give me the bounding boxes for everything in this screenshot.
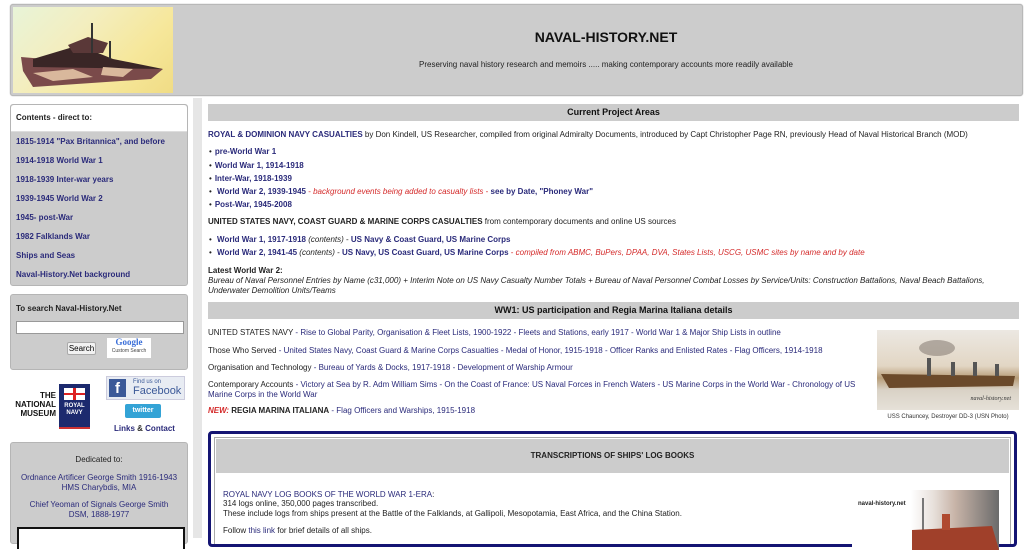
royal-item-inter-war[interactable]: Inter-War, 1918-1939 [214,174,292,183]
nav-item-background[interactable]: Naval-History.Net background [16,270,131,279]
us-item-ww1[interactable]: World War 1, 1917-1918 [217,235,306,244]
latest-ww2-label: Latest World War 2: [208,266,283,275]
facebook-line1: Find us on [133,379,162,385]
royal-navy-logo[interactable] [59,384,90,429]
current-projects-heading: Current Project Areas [208,104,1019,121]
regia-marina-title: REGIA MARINA ITALIANA [229,406,330,415]
royal-item [208,187,593,197]
colon: : [432,490,435,499]
us-ww2-links[interactable]: US Navy, US Coast Guard, US Marine Corps [341,248,509,257]
ww2-by-date-link[interactable]: see by Date, "Phoney War" [490,187,593,196]
us-ww2-note: compiled from ABMC, BuPers, DPAA, DVA, States Lists, USCG, USMC sites by name and by date [515,248,865,257]
separator: - [483,187,491,196]
royal-item-post-war[interactable]: Post-War, 1945-2008 [214,200,292,209]
ww1-row-label: Organisation and Technology [208,363,312,372]
ww1-heading: WW1: US participation and Regia Marina Italiana details [208,302,1019,319]
royal-casualties-intro [208,130,968,140]
dedication-person1-ship[interactable]: HMS Charybdis, MIA [61,483,137,492]
column-separator [193,98,202,538]
us-item-ww2[interactable]: World War 2, 1941-45 [217,248,298,257]
us-casualties-title: UNITED STATES NAVY, COAST GUARD & MARINE CORPS CASUALTIES [208,217,483,226]
amp: & [137,424,143,433]
royal-item-ww2[interactable]: World War 2, 1939-1945 [217,187,306,196]
separator: - [305,187,314,196]
logbooks-count: 314 logs online, 350,000 pages transcribed. [223,499,379,508]
royal-casualties-link[interactable]: ROYAL & DOMINION NAVY CASUALTIES [208,130,363,139]
museum-line: NATIONAL [15,400,56,409]
site-title: NAVAL-HISTORY.NET [534,29,678,45]
nav-item-falklands[interactable]: 1982 Falklands War [16,232,90,241]
links-contact [114,424,175,433]
ww1-row-label: Contemporary Accounts [208,380,294,389]
facebook-line2: Facebook [133,385,182,397]
nav-item-ships-seas[interactable]: Ships and Seas [16,251,76,260]
logbooks-inner [214,437,1011,544]
logbooks-panel [208,431,1017,547]
dedication-person2[interactable]: Chief Yeoman of Signals George Smith [29,500,169,509]
royal-casualties-text: by Don Kindell, US Researcher, compiled from original Admiralty Documents, introduced by Capt Christopher Page RN, previously Head of Naval Historical Branch (MOD) [362,130,968,139]
uss-chauncey-photo[interactable] [877,330,1019,410]
follow-pre: Follow [223,526,249,535]
nav-item-ww2[interactable]: 1939-1945 World War 2 [16,194,103,203]
contact-link[interactable]: Contact [145,424,175,433]
dedication-image-frame [17,527,185,549]
separator: - [508,248,516,257]
royal-item [208,161,304,171]
dedication-person2-award[interactable]: DSM, 1888-1977 [68,510,130,519]
rn-line: NAVY [66,410,83,416]
separator: - [334,248,342,257]
google-sub: Custom Search [111,348,147,354]
museum-line: MUSEUM [20,409,56,418]
royal-item-ww1[interactable]: World War 1, 1914-1918 [214,161,304,170]
search-label: To search Naval-History.Net [16,304,122,313]
links-link[interactable]: Links [114,424,135,433]
photo-caption: USS Chauncey, Destroyer DD-3 (USN Photo) [887,414,1009,420]
nav-item-pax-britannica[interactable]: 1815-1914 "Pax Britannica", and before [16,137,165,146]
us-ww1-links[interactable]: US Navy & Coast Guard, US Marine Corps [350,235,511,244]
contents-nav [10,104,188,286]
logbooks-follow-row [223,526,372,536]
header-ship-image [13,7,173,93]
facebook-button[interactable] [106,376,185,400]
latest-ww2-links[interactable]: Bureau of Naval Personnel Entries by Name (c31,000) + Interim Note on US Navy Casualty Number Totals + Bureau of Naval Personnel Combat Losses by Service/Units: Construction Battalions, Naval Beach Battalions, Underwater Demolition Units/Teams [208,276,985,295]
us-item [208,235,510,245]
google-custom-search-logo [107,338,151,358]
ww1-row-label: Those Who Served [208,346,277,355]
us-casualties-text: from contemporary documents and online US sources [482,217,676,226]
dedication-panel [10,442,188,544]
ww1-row [208,346,823,356]
facebook-icon: f [109,379,126,397]
logbooks-description: These include logs from ships present at the Battle of the Falklands, at Gallipoli, Mesopotamia, East Africa, and the China Station. [223,509,682,518]
regia-marina-links[interactable]: - Flag Officers and Warships, 1915-1918 [329,406,476,415]
museum-line: THE [40,391,56,400]
ww1-row-links[interactable]: - Rise to Global Parity, Organisation & Fleet Lists, 1900-1922 - Fleets and Stations, early 1917 - World War 1 & Major Ship Lists in outline [293,328,781,337]
ww2-background-note: background events being added to casualty lists [313,187,484,196]
ww1-row [208,380,868,400]
separator: - [343,235,351,244]
us-casualties-intro [208,217,676,227]
royal-navy-logbooks-link[interactable]: ROYAL NAVY LOG BOOKS OF THE WORLD WAR 1-ERA [223,490,433,499]
twitter-button[interactable]: twitter [125,404,161,418]
search-panel [10,294,188,370]
rn-line: ROYAL [64,403,85,409]
ww1-row [208,328,781,338]
google-brand: Google [115,337,143,347]
royal-item [208,174,292,184]
ww1-row-links[interactable]: - United States Navy, Coast Guard & Marine Corps Casualties - Medal of Honor, 1915-1918 - Officer Ranks and Enlisted Rates - Flag Officers, 1914-1918 [276,346,823,355]
photo-watermark: naval-history.net [858,501,906,507]
new-badge: NEW: [208,406,230,415]
ww1-row [208,363,573,373]
site-header [10,4,1023,96]
us-ww2-contents[interactable]: (contents) [297,248,335,257]
ww1-row-label: UNITED STATES NAVY [208,328,294,337]
ww1-row-links[interactable]: - Victory at Sea by R. Adm William Sims - On the Coast of France: US Naval Forces in French Waters - US Marine Corps in the World War - Chronology of US Marine Corps in the World War [208,380,856,399]
logbooks-ship-photo[interactable] [852,490,999,550]
national-museum-logo[interactable] [10,391,56,418]
logbooks-heading: TRANSCRIPTIONS OF SHIPS' LOG BOOKS [216,439,1009,473]
regia-marina-row [208,406,475,416]
royal-item [208,147,276,157]
nav-item-post-war[interactable]: 1945- post-War [16,213,74,222]
search-input[interactable] [16,321,184,334]
us-ww1-contents[interactable]: (contents) [305,235,344,244]
us-item [208,248,865,258]
search-button[interactable]: Search [68,344,95,353]
photo-watermark: naval-history.net [970,396,1011,402]
dedication-person1[interactable]: Ordnance Artificer George Smith 1916-1943 [20,473,178,482]
ww1-row-links[interactable]: - Bureau of Yards & Docks, 1917-1918 - Development of Warship Armour [311,363,573,372]
royal-item-pre-ww1[interactable]: pre-World War 1 [214,147,277,156]
follow-post: for brief details of all ships. [275,526,372,535]
site-tagline: Preserving naval history research and memoirs ..... making contemporary accounts more readily available [419,60,793,69]
this-link[interactable]: this link [248,526,276,535]
royal-item [208,200,292,210]
nav-item-ww1[interactable]: 1914-1918 World War 1 [16,156,103,165]
dedication-title: Dedicated to: [75,455,123,464]
nav-item-inter-war[interactable]: 1918-1939 Inter-war years [16,175,114,184]
ensign-icon [64,388,85,400]
contents-heading: Contents - direct to: [11,105,187,132]
